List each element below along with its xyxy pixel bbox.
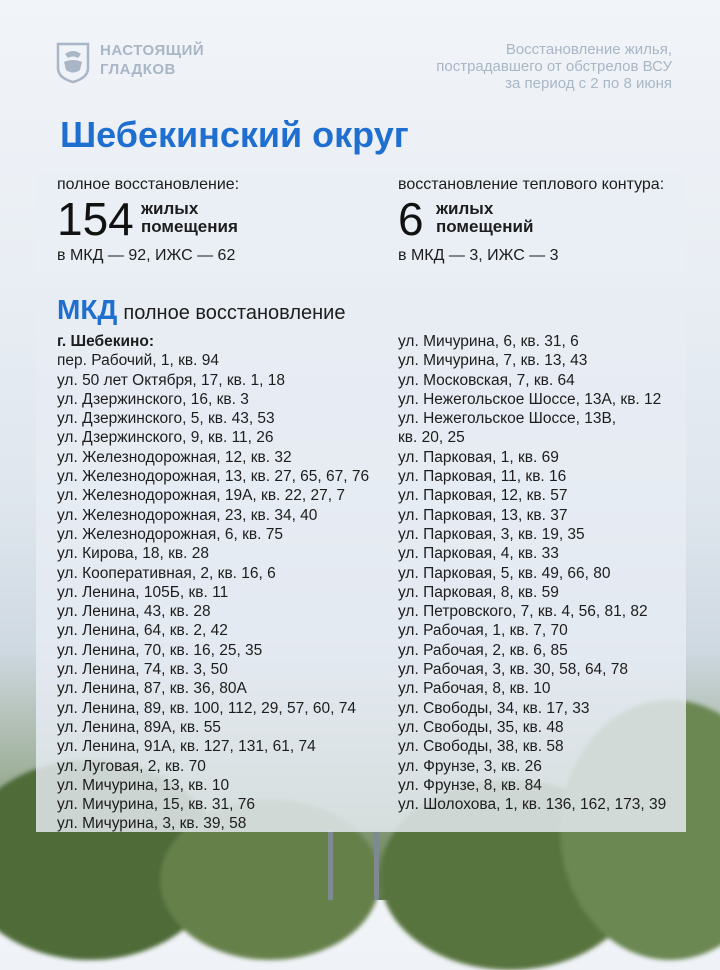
header bbox=[56, 38, 672, 98]
address-item: ул. Железнодорожная, 23, кв. 34, 40 bbox=[57, 506, 318, 524]
address-column-left bbox=[57, 332, 369, 834]
address-item: ул. Парковая, 1, кв. 69 bbox=[398, 448, 559, 466]
address-item: ул. Парковая, 12, кв. 57 bbox=[398, 487, 568, 505]
address-item: ул. Ленина, 74, кв. 3, 50 bbox=[57, 661, 228, 679]
address-item: ул. Парковая, 4, кв. 33 bbox=[398, 545, 559, 563]
list-heading bbox=[57, 294, 345, 326]
subtitle-line-1: Восстановление жилья, bbox=[505, 41, 672, 58]
address-item: ул. Рабочая, 2, кв. 6, 85 bbox=[398, 641, 568, 659]
address-item: ул. Кооперативная, 2, кв. 16, 6 bbox=[57, 564, 276, 582]
address-item: ул. Парковая, 8, кв. 59 bbox=[398, 583, 559, 601]
city-name: г. Шебекино: bbox=[57, 333, 154, 350]
address-item: ул. Дзержинского, 5, кв. 43, 53 bbox=[57, 410, 275, 428]
address-item: ул. Нежегольское Шоссе, 13В, bbox=[398, 410, 617, 428]
district-title: Шебекинский округ bbox=[60, 114, 409, 155]
brand-line-1: НАСТОЯЩИЙ bbox=[100, 42, 205, 59]
brand-name bbox=[100, 41, 204, 79]
address-item: ул. Луговая, 2, кв. 70 bbox=[57, 757, 206, 775]
address-item: ул. Железнодорожная, 6, кв. 75 bbox=[57, 525, 283, 543]
address-item: ул. Железнодорожная, 13, кв. 27, 65, 67, 76 bbox=[57, 468, 370, 486]
address-item: ул. Петровского, 7, кв. 4, 56, 81, 82 bbox=[398, 603, 648, 621]
subtitle-line-3: за период с 2 по 8 июня bbox=[505, 75, 672, 92]
address-item: ул. Рабочая, 1, кв. 7, 70 bbox=[398, 622, 568, 640]
address-item: ул. Свободы, 34, кв. 17, 33 bbox=[398, 699, 590, 717]
address-item: ул. Мичурина, 6, кв. 31, 6 bbox=[398, 333, 579, 350]
address-item: ул. Ленина, 43, кв. 28 bbox=[57, 603, 211, 621]
address-item: ул. Мичурина, 3, кв. 39, 58 bbox=[57, 815, 247, 833]
address-item: пер. Рабочий, 1, кв. 94 bbox=[57, 352, 219, 370]
address-item: ул. Мичурина, 15, кв. 31, 76 bbox=[57, 796, 255, 814]
address-item: ул. Ленина, 70, кв. 16, 25, 35 bbox=[57, 641, 263, 659]
address-item: ул. Свободы, 38, кв. 58 bbox=[398, 738, 564, 756]
background-pole bbox=[328, 830, 333, 900]
address-item: ул. Мичурина, 7, кв. 13, 43 bbox=[398, 352, 588, 370]
address-item: ул. Нежегольское Шоссе, 13А, кв. 12 bbox=[398, 390, 662, 408]
background-pole bbox=[374, 830, 379, 900]
report-subtitle bbox=[436, 41, 672, 92]
address-item: ул. 50 лет Октября, 17, кв. 1, 18 bbox=[57, 371, 285, 389]
stat-thermal-restoration bbox=[398, 176, 688, 265]
stat-full-breakdown: в МКД — 92, ИЖС — 62 bbox=[57, 247, 236, 264]
address-item: ул. Парковая, 11, кв. 16 bbox=[398, 468, 567, 486]
address-item: ул. Фрунзе, 8, кв. 84 bbox=[398, 776, 542, 794]
stat-full-restoration bbox=[57, 176, 357, 265]
stat-thermal-label: восстановление теплового контура: bbox=[398, 176, 665, 193]
address-item: кв. 20, 25 bbox=[398, 429, 465, 447]
stat-thermal-word-2: помещений bbox=[436, 217, 534, 236]
address-item: ул. Ленина, 105Б, кв. 11 bbox=[57, 583, 229, 601]
address-item: ул. Парковая, 5, кв. 49, 66, 80 bbox=[398, 564, 611, 582]
stat-thermal-breakdown: в МКД — 3, ИЖС — 3 bbox=[398, 247, 559, 264]
address-item: ул. Парковая, 3, кв. 19, 35 bbox=[398, 525, 585, 543]
stat-full-word-2: помещения bbox=[141, 217, 238, 236]
stat-full-number: 154 bbox=[57, 193, 134, 245]
brand-line-2: ГЛАДКОВ bbox=[100, 61, 176, 78]
address-item: ул. Шолохова, 1, кв. 136, 162, 173, 39 bbox=[398, 796, 667, 814]
address-item: ул. Кирова, 18, кв. 28 bbox=[57, 545, 210, 563]
address-item: ул. Ленина, 87, кв. 36, 80А bbox=[57, 680, 247, 698]
address-item: ул. Дзержинского, 9, кв. 11, 26 bbox=[57, 429, 274, 447]
address-item: ул. Ленина, 91А, кв. 127, 131, 61, 74 bbox=[57, 738, 316, 756]
address-item: ул. Мичурина, 13, кв. 10 bbox=[57, 776, 230, 794]
list-heading-sub: полное восстановление bbox=[123, 302, 346, 324]
address-item: ул. Московская, 7, кв. 64 bbox=[398, 371, 575, 389]
stat-thermal-units bbox=[436, 200, 533, 236]
address-item: ул. Фрунзе, 3, кв. 26 bbox=[398, 757, 542, 775]
address-item: ул. Рабочая, 8, кв. 10 bbox=[398, 680, 551, 698]
address-item: ул. Железнодорожная, 19А, кв. 22, 27, 7 bbox=[57, 487, 345, 505]
stats-panel bbox=[36, 172, 686, 272]
address-item: ул. Ленина, 89А, кв. 55 bbox=[57, 718, 221, 736]
stat-thermal-number: 6 bbox=[398, 193, 424, 245]
address-item: ул. Ленина, 64, кв. 2, 42 bbox=[57, 622, 228, 640]
address-item: ул. Свободы, 35, кв. 48 bbox=[398, 718, 564, 736]
address-item: ул. Дзержинского, 16, кв. 3 bbox=[57, 390, 249, 408]
address-item: ул. Рабочая, 3, кв. 30, 58, 64, 78 bbox=[398, 661, 629, 679]
stat-full-word-1: жилых bbox=[141, 199, 199, 218]
address-list-panel bbox=[36, 288, 686, 832]
list-heading-mkd: МКД bbox=[57, 294, 118, 325]
address-item: ул. Железнодорожная, 12, кв. 32 bbox=[57, 448, 292, 466]
address-item: ул. Ленина, 89, кв. 100, 112, 29, 57, 60, 74 bbox=[57, 699, 356, 717]
emblem-icon bbox=[56, 42, 90, 84]
stat-full-units bbox=[141, 200, 238, 236]
stat-full-label: полное восстановление: bbox=[57, 176, 240, 193]
address-item: ул. Парковая, 13, кв. 37 bbox=[398, 506, 568, 524]
subtitle-line-2: пострадавшего от обстрелов ВСУ bbox=[436, 58, 672, 75]
stat-thermal-word-1: жилых bbox=[436, 199, 494, 218]
address-column-right bbox=[398, 332, 666, 814]
